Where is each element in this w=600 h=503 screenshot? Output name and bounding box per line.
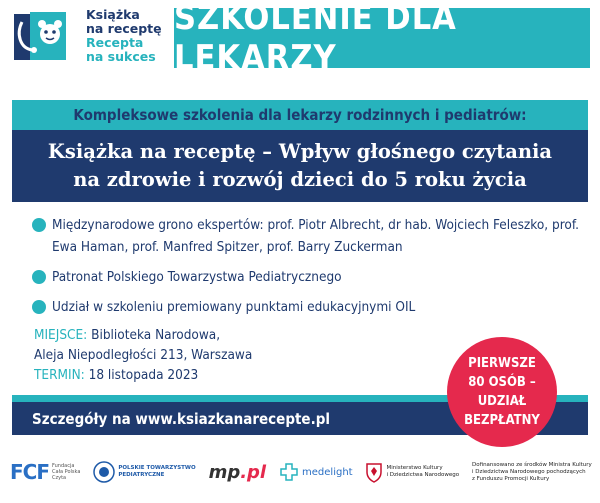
ministry-text-2: i Dziedzictwa Narodowego — [386, 472, 460, 478]
mp-logo — [209, 462, 267, 483]
funding-text-2: i Dziedzictwa Narodowego pochodzących — [472, 468, 586, 475]
headline-bar — [12, 130, 588, 202]
bullet-dot-icon — [32, 270, 46, 284]
logo-line-3: Recepta — [86, 35, 144, 50]
headline-line-2: na zdrowie i rozwój dzieci do 5 roku życia — [73, 168, 527, 191]
badge-line-4: BEZPŁATNY — [464, 413, 540, 428]
mp-logo-b: .pl — [240, 461, 267, 483]
sponsor-mp — [209, 462, 267, 483]
ptp-emblem-icon — [93, 461, 115, 483]
bullet-dot-icon — [32, 218, 46, 232]
sponsor-logos — [10, 452, 592, 492]
fcf-text-2: Cała Polska — [52, 469, 81, 475]
bullet-text: Udział w szkoleniu premiowany punktami edukacyjnymi OIL — [52, 299, 416, 315]
logo-line-4: na sukces — [86, 49, 156, 64]
place-row — [34, 325, 364, 345]
logo-mark — [12, 10, 72, 64]
list-item — [32, 214, 582, 258]
sponsor-funding-note — [472, 462, 592, 483]
place-value: Biblioteka Narodowa, — [91, 327, 221, 343]
book-stethoscope-icon — [12, 10, 72, 64]
eagle-emblem-icon — [365, 461, 383, 483]
ministry-text-1: Ministerstwo Kultury — [386, 465, 443, 471]
ptp-text — [118, 465, 195, 479]
logo-text — [86, 8, 166, 64]
ptp-text-1: POLSKIE TOWARZYSTWO — [118, 465, 196, 471]
subtitle-bar: Kompleksowe szkolenia dla lekarzy rodzinnych i pediatrów: — [12, 100, 588, 130]
date-row — [34, 365, 364, 385]
bullet-list — [32, 214, 582, 326]
medelight-cross-icon — [279, 462, 299, 482]
event-info — [34, 325, 364, 385]
logo-line-2: na receptę — [86, 21, 162, 36]
fcf-logo: FCF — [10, 460, 50, 484]
sponsor-medelight — [279, 462, 353, 482]
logo-line-1: Książka — [86, 7, 140, 22]
funding-text-3: z Funduszu Promocji Kultury — [472, 475, 550, 482]
list-item — [32, 266, 582, 288]
bullet-text: Patronat Polskiego Towarzystwa Pediatrycznego — [52, 269, 342, 285]
date-label: TERMIN: — [34, 367, 85, 383]
medelight-text: medelight — [302, 466, 353, 478]
ptp-text-2: PEDIATRYCZNE — [118, 472, 165, 478]
badge-line-3: UDZIAŁ — [477, 394, 527, 409]
details-link[interactable]: Szczegóły na www.ksiazkanarecepte.pl — [12, 402, 588, 435]
badge-line-1: PIERWSZE — [468, 356, 536, 371]
fcf-text-1: Fundacja — [52, 463, 75, 469]
sponsor-fcf — [10, 460, 80, 484]
sponsor-ministry — [365, 461, 459, 483]
badge-line-2: 80 OSÓB – — [468, 375, 536, 390]
sponsor-ptp — [93, 461, 195, 483]
bullet-dot-icon — [32, 300, 46, 314]
ministry-text — [386, 465, 459, 479]
date-value: 18 listopada 2023 — [88, 367, 199, 383]
list-item — [32, 296, 582, 318]
fcf-text — [52, 463, 80, 481]
headline-line-1: Książka na receptę – Wpływ głośnego czytania — [47, 140, 553, 163]
funding-text-1: Dofinansowano ze środków Ministra Kultury — [472, 461, 592, 468]
mp-logo-a: mp — [208, 461, 241, 483]
address: Aleja Niepodległości 213, Warszawa — [34, 347, 253, 363]
place-label: MIEJSCE: — [34, 327, 88, 343]
funding-text — [472, 462, 592, 483]
bullet-text: Międzynarodowe grono ekspertów: prof. Piotr Albrecht, dr hab. Wojciech Feleszko, prof. Ewa Haman, prof. Manfred Spitzer, prof. Barry Zuckerman — [52, 217, 579, 255]
fcf-text-3: Czyta — [52, 475, 67, 481]
page-title: SZKOLENIE DLA LEKARZY — [174, 8, 590, 68]
free-entry-badge — [447, 337, 557, 447]
